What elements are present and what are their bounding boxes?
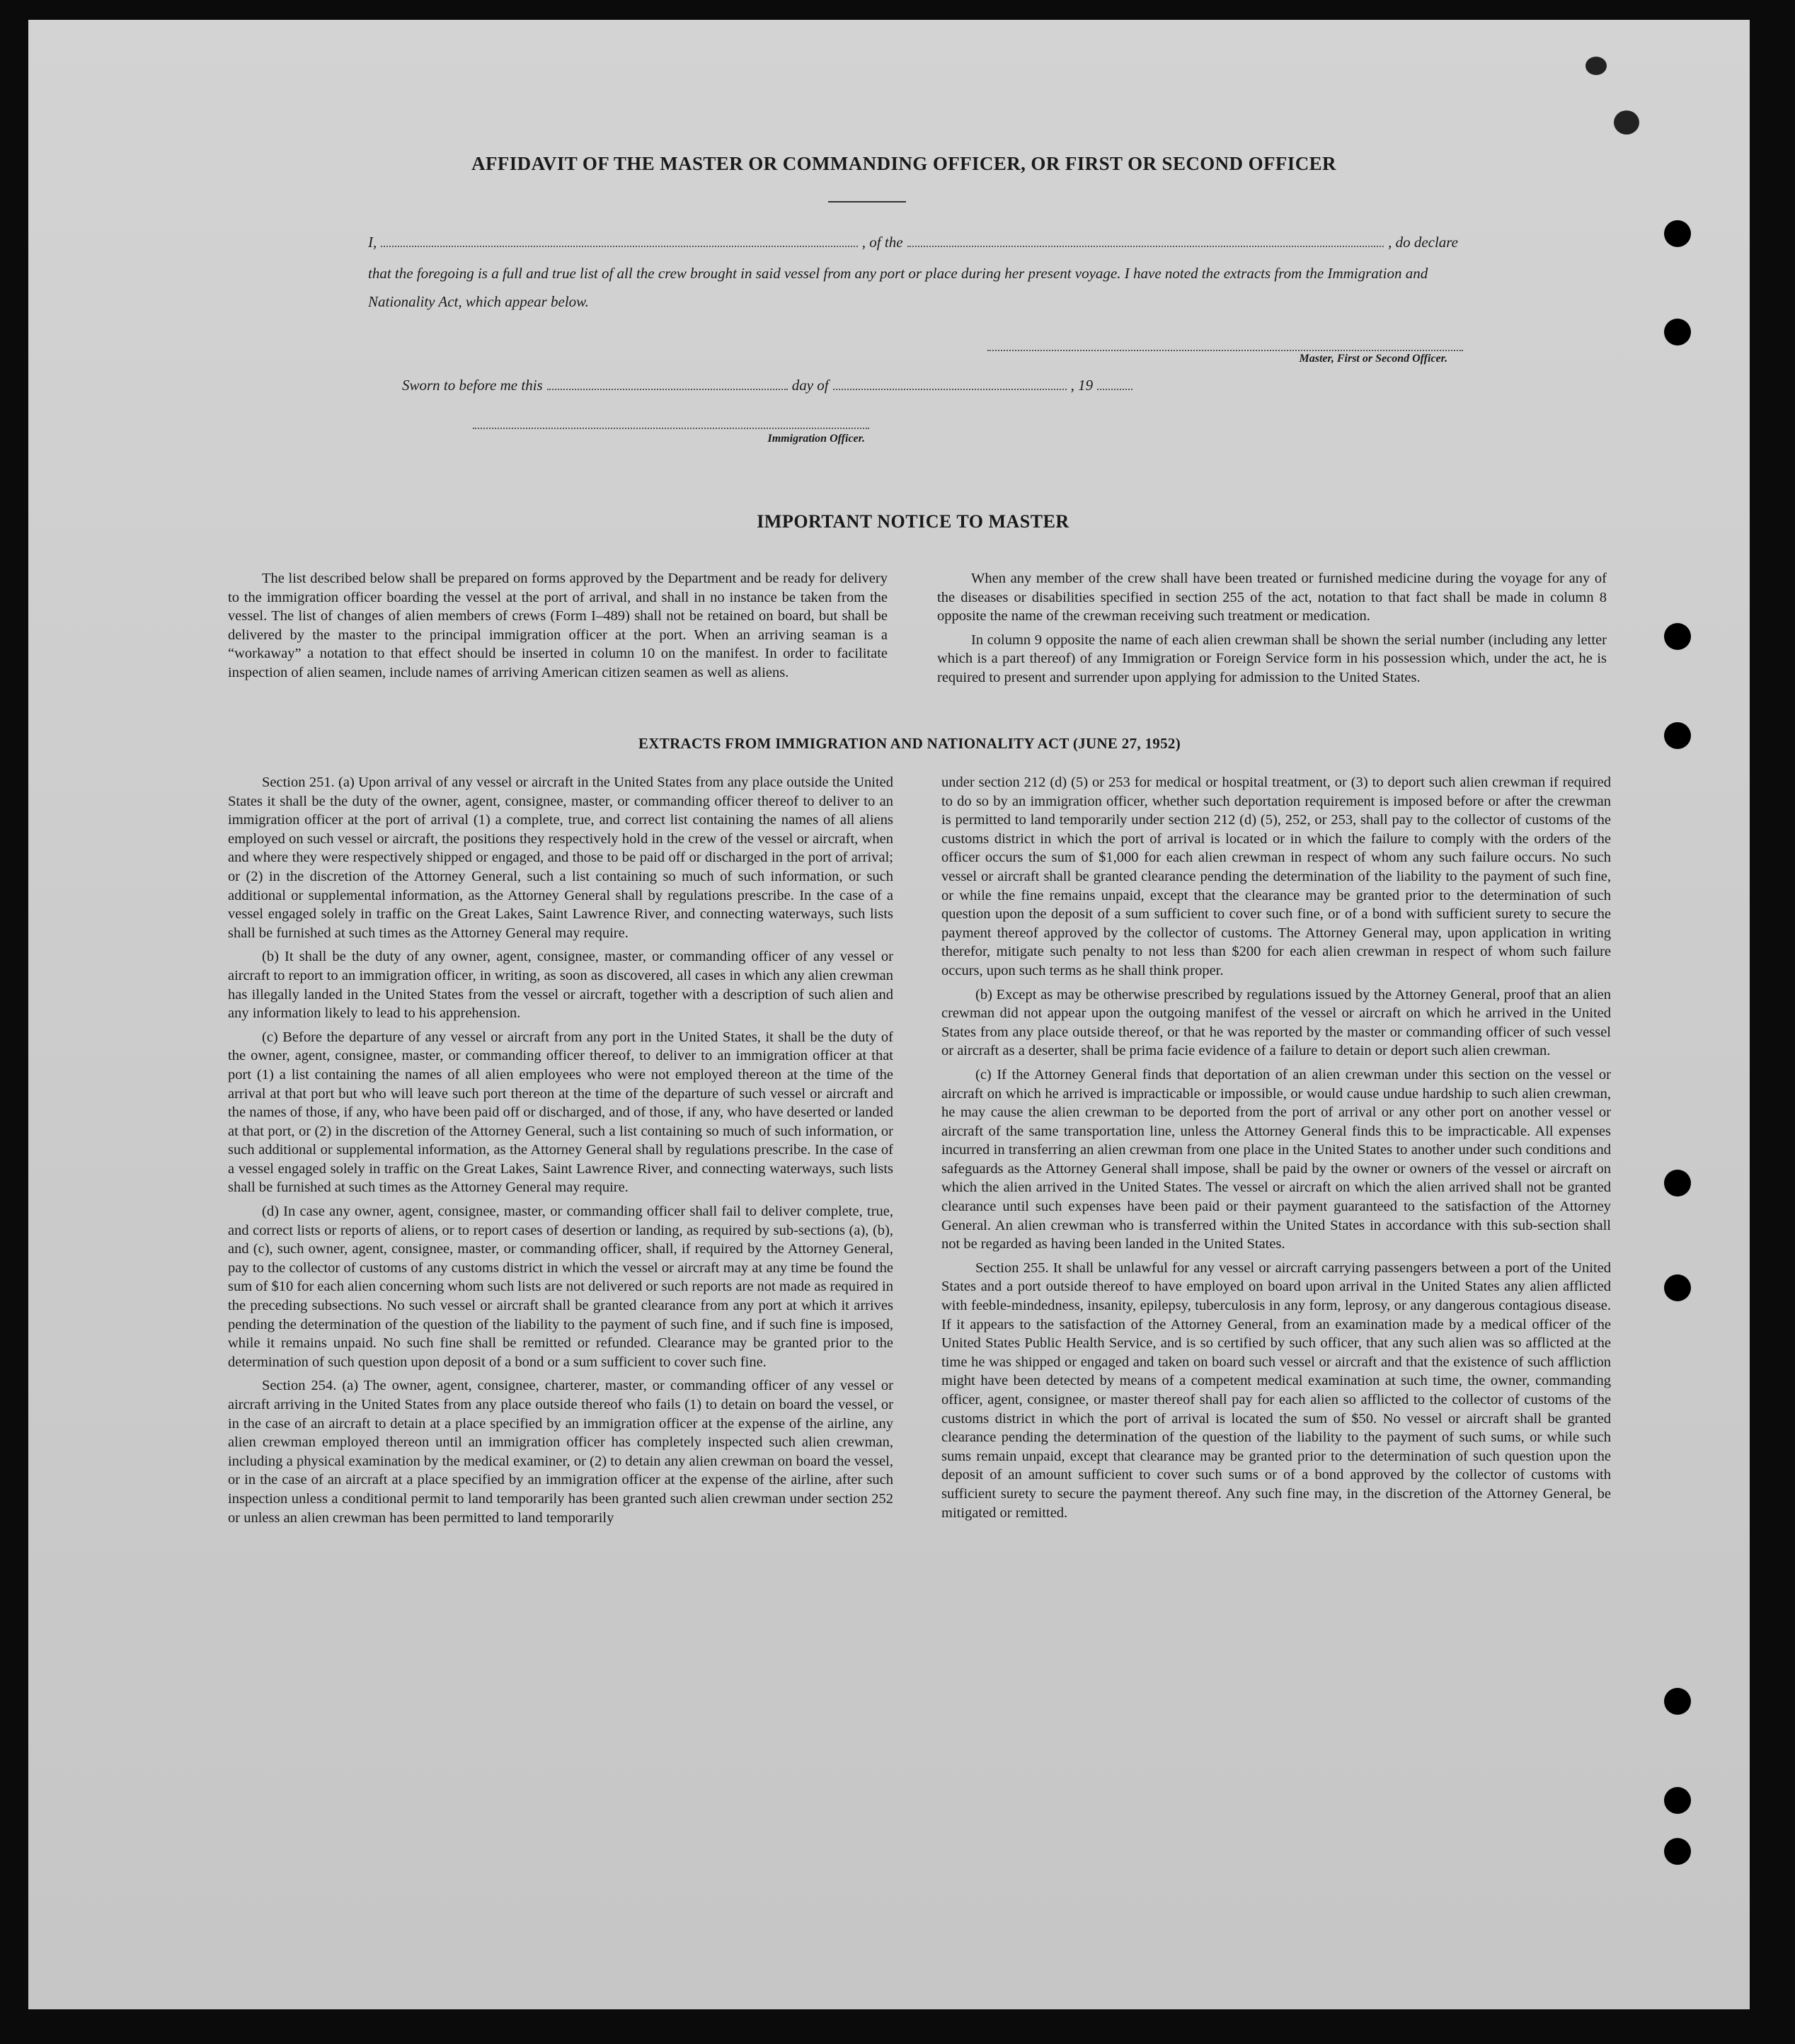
notice-paragraph: The list described below shall be prepared on forms approved by the Department and be ready for delivery to the immigration officer boarding the vessel at the port of arrival, and shall in no instance be taken from the vessel. The list of changes of alien members of crews (Form I–489) shall not be retained on board, but shall be delivered by the master to the principal immigration officer at the port. When an arriving seaman is a “workaway” a notation to that effect should be inserted in column 10 on the manifest. In order to facilitate inspection of alien seamen, include names of arriving American citizen seamen as well as aliens. bbox=[228, 571, 888, 680]
year-label: , 19 bbox=[1070, 377, 1094, 394]
document-page bbox=[28, 20, 1750, 2009]
extracts-right-column bbox=[941, 773, 1611, 1522]
do-declare-label: , do declare bbox=[1388, 234, 1459, 251]
master-signature-field[interactable] bbox=[987, 350, 1463, 351]
punch-hole bbox=[1664, 1274, 1691, 1301]
extracts-title: EXTRACTS FROM IMMIGRATION AND NATIONALITY ACT (JUNE 27, 1952) bbox=[638, 735, 1181, 752]
master-signature-label: Master, First or Second Officer. bbox=[1299, 353, 1447, 365]
ink-blot bbox=[1585, 57, 1607, 75]
title-rule bbox=[828, 201, 906, 202]
sworn-month-field[interactable] bbox=[833, 388, 1067, 390]
section-251-c: (c) Before the departure of any vessel or aircraft from any port in the United States, it shall be the duty of the owner, agent, consignee, master, or commanding officer thereof, to deliver to an immigration officer at that port (1) a list containing the names of all alien employees who were not employed thereon at the time of the arrival at that port but who will leave such port thereon at the time of the departure of such vessel or aircraft and the names of those, if any, who have been paid off or discharged, and of those, if any, who have deserted or landed at that port, or (2) in the discretion of the Attorney General, such a list containing so much of such information, or such additional or supplemental information, as the Attorney General shall by regulations prescribe. In the case of a vessel engaged solely in traffic on the Great Lakes, Saint Lawrence River, and connecting waterways, such lists shall be furnished at such times as the Attorney General may require. bbox=[228, 1029, 893, 1196]
punch-hole bbox=[1664, 1787, 1691, 1814]
section-254-b: (b) Except as may be otherwise prescribed by regulations issued by the Attorney General, proof that an alien crewman did not appear upon the outgoing manifest of the vessel or aircraft on which he arrived in the United States from any place outside thereof, or that he was reported by the master or commanding officer of such vessel or aircraft as a deserter, shall be prima facie evidence of a failure to detain or deport such alien crewman. bbox=[941, 986, 1611, 1059]
immigration-officer-signature-field[interactable] bbox=[473, 428, 869, 429]
extracts-left-column bbox=[228, 773, 893, 1527]
punch-hole bbox=[1664, 1688, 1691, 1715]
sworn-line bbox=[402, 377, 1195, 394]
notice-paragraph: In column 9 opposite the name of each alien crewman shall be shown the serial number (including any letter which is a part thereof) of any Immigration or Foreign Service form in his possession which, under the act, he is required to present and surrender upon applying for admission to the United States. bbox=[937, 632, 1607, 685]
punch-hole bbox=[1664, 1170, 1691, 1197]
notice-title: IMPORTANT NOTICE TO MASTER bbox=[757, 511, 1069, 532]
i-label: I, bbox=[368, 234, 377, 251]
day-of-label: day of bbox=[791, 377, 829, 394]
punch-hole bbox=[1664, 722, 1691, 749]
sworn-day-field[interactable] bbox=[547, 388, 788, 390]
vessel-field[interactable] bbox=[907, 245, 1384, 247]
declaration-line bbox=[368, 234, 1458, 251]
notice-left-column bbox=[228, 569, 888, 683]
punch-hole bbox=[1664, 1838, 1691, 1865]
punch-hole bbox=[1664, 319, 1691, 346]
notice-right-column bbox=[937, 569, 1607, 687]
section-251-a: Section 251. (a) Upon arrival of any vessel or aircraft in the United States from any place outside the United States it shall be the duty of the owner, agent, consignee, master, or commanding officer thereof to deliver to an immigration officer at the port of arrival (1) a complete, true, and correct list containing the names of all aliens employed on such vessel or aircraft, the positions they respectively hold in the crew of the vessel or aircraft, when and where they were respectively shipped or engaged, and those to be paid off or discharged in the port of arrival; or (2) in the discretion of the Attorney General, such a list containing so much of such information, or such additional or supplemental information, as the Attorney General shall by regulations prescribe. In the case of a vessel engaged solely in traffic on the Great Lakes, Saint Lawrence River, and connecting waterways, such lists shall be furnished at such times as the Attorney General may require. bbox=[228, 775, 893, 941]
punch-hole bbox=[1664, 623, 1691, 650]
section-251-b: (b) It shall be the duty of any owner, agent, consignee, master, or commanding officer of any vessel or aircraft to report to an immigration officer, in writing, as soon as discovered, all cases in which any alien crewman has illegally landed in the United States from the vessel or aircraft, together with a description of such alien and any information likely to lead to his apprehension. bbox=[228, 949, 893, 1022]
notice-paragraph: When any member of the crew shall have been treated or furnished medicine during the voyage for any of the diseases or disabilities specified in section 255 of the act, notation to that fact shall be made in column 8 opposite the name of the crewman receiving such treatment or medication. bbox=[937, 571, 1607, 624]
punch-hole bbox=[1664, 220, 1691, 247]
section-254-a-continued: under section 212 (d) (5) or 253 for medical or hospital treatment, or (3) to deport such alien crewman if required to do so by an immigration officer, whether such deportation requirement is imposed before or after the crewman is permitted to land temporarily under section 212 (d) (5), 252, or 253, shall pay to the collector of customs of the customs district in which the port of arrival is located or in which the failure to comply with the orders of the officer occurs the sum of $1,000 for each alien crewman in respect of whom any such failure occurs. No such vessel or aircraft shall be granted clearance pending the determination of the liability to the payment of such fine, or while the fine remains unpaid, except that the clearance may be granted prior to the determination of such question upon the deposit of a sum sufficient to cover such fine, or of a bond with sufficient surety to secure the payment thereof approved by the collector of customs. The Attorney General may, upon application in writing therefor, mitigate such penalty to not less than $200 for each alien crewman in respect of whom such failure occurs, upon such terms as he shall think proper. bbox=[941, 775, 1611, 978]
declaration-text: that the foregoing is a full and true list of all the crew brought in said vessel from any port or place during her present voyage. I have noted the extracts from the Immigration and Nationality Act, which appear below. bbox=[368, 265, 1428, 310]
section-255: Section 255. It shall be unlawful for any vessel or aircraft carrying passengers between a port of the United States and a port outside thereof to have employed on board upon arrival in the United States any alien afflicted with feeble-mindedness, insanity, epilepsy, tuberculosis in any form, leprosy, or any dangerous contagious disease. If it appears to the satisfaction of the Attorney General, from an examination made by a medical officer of the United States Public Health Service, and is so certified by such officer, that any such alien was so afflicted at the time he was shipped or engaged and taken on board such vessel or aircraft and that the existence of such affliction might have been detected by means of a competent medical examination at such time, the owner, commanding officer, agent, consignee, or master thereof shall pay for each alien so afflicted to the collector of customs of the customs district in which the port of arrival is located the sum of $50. No vessel or aircraft shall be granted clearance pending the determination of the question of the liability to the payment of such sums, or while such sums remain unpaid, except that clearance may be granted prior to the determination of such question upon the deposit of an amount sufficient to cover such sums or of a bond approved by the collector of customs with sufficient surety to secure the payment thereof. Any such fine may, in the discretion of the Attorney General, be mitigated or remitted. bbox=[941, 1260, 1611, 1521]
affidavit-title: AFFIDAVIT OF THE MASTER OR COMMANDING OFFICER, OR FIRST OR SECOND OFFICER bbox=[471, 153, 1336, 174]
sworn-year-field[interactable] bbox=[1097, 388, 1132, 390]
sworn-label: Sworn to before me this bbox=[402, 377, 543, 394]
name-field[interactable] bbox=[381, 245, 858, 247]
section-254-a: Section 254. (a) The owner, agent, consignee, charterer, master, or commanding officer of any vessel or aircraft arriving in the United States from any place outside thereof who fails (1) to detain on board the vessel, or in the case of an aircraft to detain at a place specified by an immigration officer at the expense of the airline, any alien crewman employed thereon until an immigration officer has completely inspected such alien crewman, including a physical examination by the medical examiner, or (2) to detain any alien crewman on board the vessel, or in the case of an aircraft at a place specified by an immigration officer at the expense of the airline, after such inspection unless a conditional permit to land temporarily has been granted such alien crewman under section 252 or unless an alien crewman has been permitted to land temporarily bbox=[228, 1378, 893, 1526]
section-251-d: (d) In case any owner, agent, consignee, master, or commanding officer shall fail to deliver complete, true, and correct lists or reports of aliens, or to report cases of desertion or landing, as required by sub-sections (a), (b), and (c), such owner, agent, consignee, master, or commanding officer, shall, if required by the Attorney General, pay to the collector of customs of any customs district in which the vessel or aircraft may at any time be found the sum of $10 for each alien concerning whom such lists are not delivered or such reports are not made as required in the preceding subsections. No such vessel or aircraft shall be granted clearance from any port at which it arrives pending the determination of the question of the liability to the payment of such fine, and if such fine is imposed, while it remains unpaid. No such fine shall be remitted or refunded. Clearance may be granted prior to the determination of such question upon deposit of a bond or a sum sufficient to cover such fine. bbox=[228, 1204, 893, 1370]
of-the-label: , of the bbox=[861, 234, 903, 251]
section-254-c: (c) If the Attorney General finds that deportation of an alien crewman under this section on the vessel or aircraft on which he arrived is impracticable or impossible, or would cause undue hardship to such alien crewman, he may cause the alien crewman to be deported from the port of arrival or any other port on another vessel or aircraft of the same transportation line, unless the Attorney General finds this to be impracticable. All expenses incurred in transferring an alien crewman from one place in the United States to another under such conditions and safeguards as the Attorney General shall impose, shall be paid by the owner or owners of the vessel or aircraft on which the alien arrived in the United States. The vessel or aircraft on which the alien arrived shall not be granted clearance until such expenses have been paid or their payment guaranteed to the satisfaction of the Attorney General. An alien crewman who is transferred within the United States in accordance with this sub-section shall not be regarded as having been landed in the United States. bbox=[941, 1066, 1611, 1252]
ink-blot bbox=[1614, 110, 1639, 135]
immigration-officer-label: Immigration Officer. bbox=[767, 433, 865, 445]
